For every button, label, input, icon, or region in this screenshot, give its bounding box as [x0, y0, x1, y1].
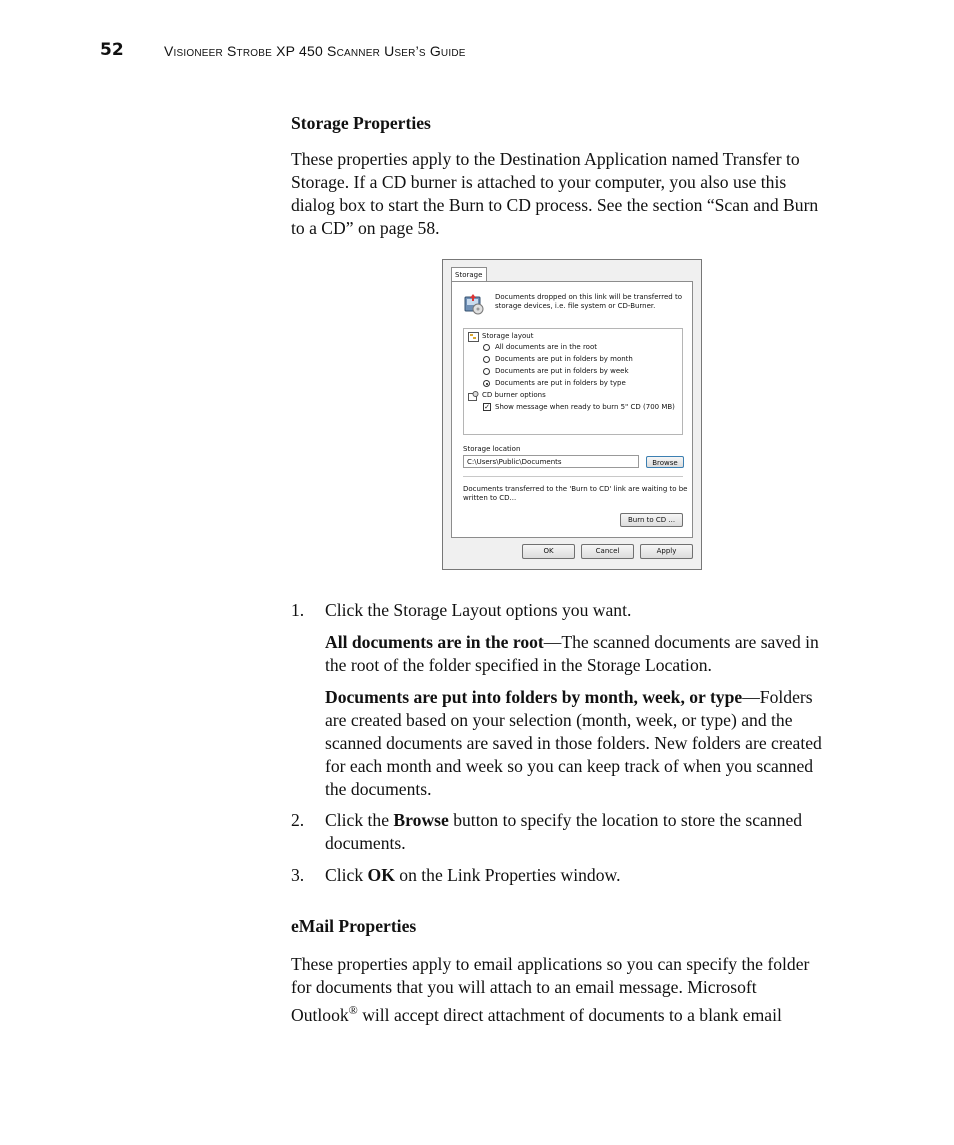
- browse-button[interactable]: Browse: [646, 456, 684, 468]
- email-line: will accept direct attachment of documents to a blank email: [357, 1005, 782, 1025]
- storage-dialog: [442, 259, 702, 570]
- intro-line: Storage. If a CD burner is attached to your computer, you also use this: [291, 172, 787, 192]
- step-number: 3.: [291, 865, 305, 885]
- sub-item-text: —Folders: [742, 687, 813, 707]
- option-label: All documents are in the root: [495, 343, 597, 351]
- ok-button[interactable]: OK: [522, 544, 575, 559]
- step-text: Click the Storage Layout options you want.: [325, 600, 632, 620]
- step-text-part: button to specify the location to store the scanned: [448, 810, 803, 830]
- radio-by-type[interactable]: [483, 380, 490, 387]
- intro-line: to a CD” on page 58.: [291, 218, 440, 238]
- sub-item-text: —The scanned documents are saved in: [543, 632, 819, 652]
- sub-item-text: scanned documents are saved in those folders. New folders are created: [325, 733, 822, 753]
- storage-intro: [291, 148, 861, 240]
- option-label: Documents are put in folders by month: [495, 355, 633, 363]
- burn-description: Documents transferred to the 'Burn to CD' link are waiting to be written to CD...: [463, 485, 688, 502]
- sub-item-text: are created based on your selection (month, week, or type) and the: [325, 710, 793, 730]
- storage-layout-group: [463, 328, 683, 435]
- cancel-button[interactable]: Cancel: [581, 544, 634, 559]
- cd-burner-label: CD burner options: [482, 391, 546, 399]
- radio-by-week[interactable]: [483, 368, 490, 375]
- email-line: for documents that you will attach to an email message. Microsoft: [291, 977, 757, 997]
- step-text-part: on the Link Properties window.: [394, 865, 621, 885]
- storage-location-input[interactable]: C:\Users\Public\Documents: [463, 455, 639, 468]
- email-heading: eMail Properties: [291, 916, 417, 936]
- storage-device-icon: [463, 293, 485, 315]
- radio-all-in-root[interactable]: [483, 344, 490, 351]
- intro-line: These properties apply to the Destination Application named Transfer to: [291, 149, 800, 169]
- email-line: Outlook: [291, 1005, 349, 1025]
- step-number: 1.: [291, 600, 305, 620]
- step-text-part: Click: [325, 865, 368, 885]
- storage-layout-label: Storage layout: [482, 332, 534, 340]
- storage-panel: [451, 281, 693, 538]
- email-line: These properties apply to email applications so you can specify the folder: [291, 954, 810, 974]
- intro-line: dialog box to start the Burn to CD process. See the section “Scan and Burn: [291, 195, 819, 215]
- step-text-part: documents.: [325, 833, 406, 853]
- running-title: Visioneer Strobe XP 450 Scanner User’s Guide: [164, 43, 466, 59]
- ok-term: OK: [367, 865, 395, 885]
- step-text: [325, 864, 855, 887]
- storage-heading: Storage Properties: [291, 113, 431, 133]
- tab-storage[interactable]: Storage: [451, 267, 487, 282]
- step-number: 2.: [291, 810, 305, 830]
- sub-item-text: for each month and week so you can keep track of when you scanned: [325, 756, 814, 776]
- apply-button[interactable]: Apply: [640, 544, 693, 559]
- sub-item-root: [325, 631, 855, 677]
- checkbox-label: Show message when ready to burn 5" CD (700 MB): [495, 403, 675, 411]
- divider: [463, 476, 683, 477]
- radio-by-month[interactable]: [483, 356, 490, 363]
- sub-item-title: Documents are put into folders by month, week, or type: [325, 687, 743, 707]
- sub-item-text: the root of the folder specified in the Storage Location.: [325, 655, 712, 675]
- storage-location-label: Storage location: [463, 445, 521, 453]
- browse-term: Browse: [393, 810, 449, 830]
- email-intro: [291, 953, 861, 1027]
- page-number: 52: [100, 40, 124, 60]
- dialog-description: Documents dropped on this link will be transferred to storage devices, i.e. file system or CD-Burner.: [495, 293, 683, 310]
- step-text-part: Click the: [325, 810, 394, 830]
- cd-burner-icon: [468, 391, 479, 401]
- sub-item-title: All documents are in the root: [325, 632, 544, 652]
- step-text: [325, 809, 855, 855]
- sub-item-folders: [325, 686, 855, 801]
- burn-to-cd-button[interactable]: Burn to CD ...: [620, 513, 683, 527]
- option-label: Documents are put in folders by week: [495, 367, 629, 375]
- show-message-checkbox[interactable]: ✓: [484, 403, 490, 411]
- folder-tree-icon: [468, 332, 479, 342]
- option-label: Documents are put in folders by type: [495, 379, 626, 387]
- sub-item-text: the documents.: [325, 779, 432, 799]
- registered-mark: ®: [348, 1003, 358, 1018]
